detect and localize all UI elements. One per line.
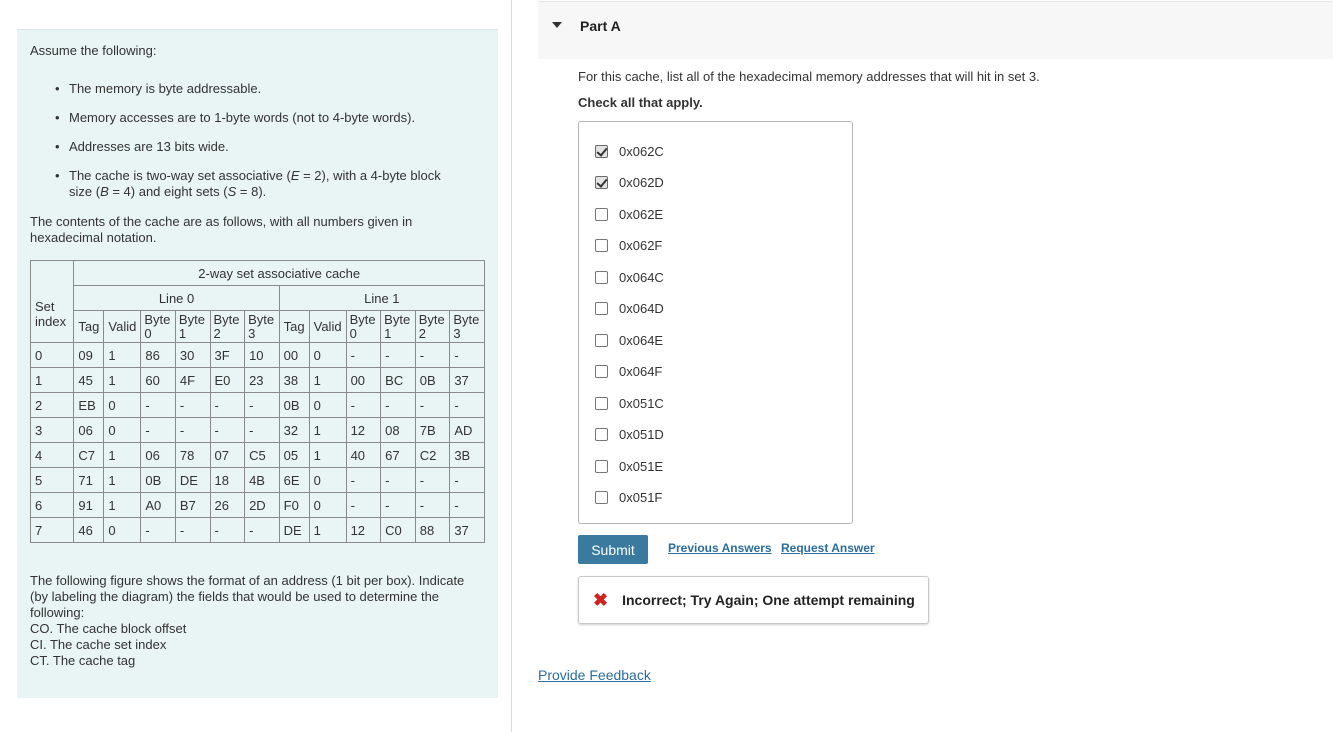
- previous-answers-link[interactable]: Previous Answers: [668, 541, 772, 555]
- table-cell: -: [245, 418, 280, 443]
- question-text: For this cache, list all of the hexadecimal memory addresses that will hit in set 3.: [578, 69, 1040, 84]
- option-0x062f[interactable]: [595, 236, 662, 254]
- table-cell: -: [381, 468, 416, 493]
- table-cell: 0: [309, 343, 346, 368]
- table-cell: C5: [245, 443, 280, 468]
- table-cell: 4B: [245, 468, 280, 493]
- table-cell: 0B: [279, 393, 309, 418]
- part-header[interactable]: [538, 1, 1333, 59]
- figure-text-line: CT. The cache tag: [30, 653, 136, 668]
- check-all-instruction: Check all that apply.: [578, 95, 703, 110]
- table-cell: AD: [450, 418, 485, 443]
- table-row: [31, 418, 485, 443]
- checkbox[interactable]: [595, 460, 608, 473]
- table-corner: [31, 261, 74, 286]
- table-cell: -: [415, 468, 450, 493]
- option-label: 0x062E: [619, 206, 664, 222]
- table-cell: -: [245, 393, 280, 418]
- table-cell: DE: [175, 468, 210, 493]
- table-cell: 37: [450, 518, 485, 543]
- table-cell: A0: [141, 493, 176, 518]
- table-cell: 60: [141, 368, 176, 393]
- column-header: Byte 1: [175, 311, 210, 343]
- table-cell: 30: [175, 343, 210, 368]
- table-cell: -: [210, 518, 245, 543]
- option-label: 0x062C: [619, 143, 664, 159]
- option-0x064c[interactable]: [595, 268, 664, 286]
- table-cell: F0: [279, 493, 309, 518]
- table-cell: 26: [210, 493, 245, 518]
- cache-table: [30, 260, 485, 543]
- table-cell: -: [450, 343, 485, 368]
- checkbox-checked[interactable]: [595, 145, 608, 158]
- table-cell: -: [141, 518, 176, 543]
- table-cell: 0: [309, 393, 346, 418]
- table-cell: 1: [104, 368, 141, 393]
- table-cell: 06: [141, 443, 176, 468]
- table-row: [31, 393, 485, 418]
- error-x-icon: ✖: [593, 590, 609, 610]
- table-cell: 1: [309, 418, 346, 443]
- table-cell: 10: [245, 343, 280, 368]
- checkbox[interactable]: [595, 397, 608, 410]
- collapse-caret-icon[interactable]: [552, 22, 562, 28]
- table-cell: 0: [104, 393, 141, 418]
- table-cell: 09: [74, 343, 104, 368]
- option-0x051e[interactable]: [595, 457, 663, 475]
- table-cell: 91: [74, 493, 104, 518]
- table-cell: 00: [279, 343, 309, 368]
- column-header: Tag: [74, 311, 104, 343]
- table-cell: 05: [279, 443, 309, 468]
- table-cell: -: [346, 468, 381, 493]
- option-label: 0x062D: [619, 174, 664, 190]
- table-cell: -: [141, 418, 176, 443]
- assumption-list: [30, 81, 485, 200]
- table-cell: 0: [104, 518, 141, 543]
- table-cell: 18: [210, 468, 245, 493]
- column-header: Byte 2: [210, 311, 245, 343]
- table-cell: 1: [104, 493, 141, 518]
- table-cell: 6: [31, 493, 74, 518]
- table-cell: 78: [175, 443, 210, 468]
- table-cell: 0: [104, 418, 141, 443]
- column-header: Byte 0: [141, 311, 176, 343]
- line0-header: Line 0: [74, 286, 279, 311]
- figure-description: [30, 573, 470, 669]
- table-cell: 0B: [415, 368, 450, 393]
- table-cell: 3B: [450, 443, 485, 468]
- checkbox[interactable]: [595, 239, 608, 252]
- table-cell: DE: [279, 518, 309, 543]
- option-label: 0x062F: [619, 237, 663, 253]
- column-header: Byte 2: [415, 311, 450, 343]
- table-cell: 37: [450, 368, 485, 393]
- assumption-item: • The cache is two-way set associative (E = 2), with a 4-byte block size (B = 4) and eight sets (S = 8).: [69, 168, 449, 200]
- table-cell: -: [210, 418, 245, 443]
- panel-divider: [511, 0, 512, 732]
- table-cell: 1: [31, 368, 74, 393]
- table-row: [31, 493, 485, 518]
- checkbox[interactable]: [595, 491, 608, 504]
- table-cell: 4: [31, 443, 74, 468]
- table-cell: C7: [74, 443, 104, 468]
- option-label: 0x051F: [619, 489, 663, 505]
- table-cell: -: [450, 468, 485, 493]
- table-row: [31, 518, 485, 543]
- checkbox[interactable]: [595, 271, 608, 284]
- table-cell: 67: [381, 443, 416, 468]
- table-cell: 32: [279, 418, 309, 443]
- table-cell: 2D: [245, 493, 280, 518]
- table-cell: 86: [141, 343, 176, 368]
- checkbox-checked[interactable]: [595, 176, 608, 189]
- table-cell: 12: [346, 518, 381, 543]
- table-row: [31, 368, 485, 393]
- figure-text-line: CO. The cache block offset: [30, 621, 187, 636]
- column-header: Byte 0: [346, 311, 381, 343]
- checkbox[interactable]: [595, 365, 608, 378]
- option-label: 0x051E: [619, 458, 664, 474]
- option-0x064d[interactable]: [595, 299, 664, 317]
- checkbox[interactable]: [595, 334, 608, 347]
- column-header-row: [31, 311, 485, 343]
- table-cell: 1: [309, 518, 346, 543]
- figure-text-line: CI. The cache set index: [30, 637, 167, 652]
- table-cell: -: [415, 493, 450, 518]
- option-0x062c[interactable]: [595, 142, 664, 160]
- option-label: 0x064C: [619, 269, 664, 285]
- table-cell: -: [175, 418, 210, 443]
- column-header: Tag: [279, 311, 309, 343]
- table-cell: 3: [31, 418, 74, 443]
- part-title: Part A: [580, 18, 621, 34]
- set-index-header: Set index: [31, 286, 74, 343]
- checkbox[interactable]: [595, 208, 608, 221]
- option-0x051d[interactable]: [595, 425, 664, 443]
- option-0x062e[interactable]: [595, 205, 663, 223]
- option-0x064f[interactable]: [595, 362, 662, 380]
- table-cell: E0: [210, 368, 245, 393]
- option-label: 0x051C: [619, 395, 664, 411]
- table-cell: -: [346, 393, 381, 418]
- column-header: Byte 3: [245, 311, 280, 343]
- assumption-item: • Addresses are 13 bits wide.: [69, 139, 485, 155]
- table-cell: 0B: [141, 468, 176, 493]
- table-cell: -: [175, 518, 210, 543]
- request-answer-link[interactable]: Request Answer: [781, 541, 875, 555]
- table-cell: 40: [346, 443, 381, 468]
- table-cell: -: [346, 343, 381, 368]
- table-cell: -: [415, 343, 450, 368]
- table-cell: -: [245, 518, 280, 543]
- table-cell: 00: [346, 368, 381, 393]
- table-row: [31, 468, 485, 493]
- submit-button[interactable]: Submit: [578, 535, 648, 564]
- table-cell: -: [346, 493, 381, 518]
- table-cell: 71: [74, 468, 104, 493]
- column-header: Valid: [104, 311, 141, 343]
- table-cell: 0: [309, 493, 346, 518]
- table-cell: B7: [175, 493, 210, 518]
- table-cell: -: [415, 393, 450, 418]
- table-cell: 0: [309, 468, 346, 493]
- assumption-item: • Memory accesses are to 1-byte words (not to 4-byte words).: [69, 110, 485, 126]
- table-cell: C2: [415, 443, 450, 468]
- column-header: Byte 1: [381, 311, 416, 343]
- table-cell: 1: [104, 443, 141, 468]
- table-cell: 88: [415, 518, 450, 543]
- table-cell: 0: [31, 343, 74, 368]
- option-label: 0x064D: [619, 300, 664, 316]
- table-cell: 5: [31, 468, 74, 493]
- cache-contents-text: The contents of the cache are as follows, with all numbers given in hexadecimal notation.: [30, 214, 413, 245]
- checkbox[interactable]: [595, 428, 608, 441]
- table-cell: 1: [104, 343, 141, 368]
- table-cell: -: [450, 493, 485, 518]
- table-cell: 6E: [279, 468, 309, 493]
- table-cell: 7B: [415, 418, 450, 443]
- table-row: [31, 343, 485, 368]
- column-header: Byte 3: [450, 311, 485, 343]
- line1-header: Line 1: [279, 286, 484, 311]
- table-cell: C0: [381, 518, 416, 543]
- table-cell: 46: [74, 518, 104, 543]
- table-cell: 3F: [210, 343, 245, 368]
- table-cell: 08: [381, 418, 416, 443]
- answer-options: [578, 121, 853, 524]
- feedback-text: Incorrect; Try Again; One attempt remaining: [622, 592, 915, 608]
- assumption-item: • The memory is byte addressable.: [69, 81, 485, 97]
- table-cell: 12: [346, 418, 381, 443]
- table-row: [31, 443, 485, 468]
- table-cell: -: [175, 393, 210, 418]
- cache-table-body: [31, 343, 485, 543]
- table-cell: 7: [31, 518, 74, 543]
- option-label: 0x064F: [619, 363, 663, 379]
- table-cell: -: [381, 343, 416, 368]
- table-cell: 06: [74, 418, 104, 443]
- option-0x051f[interactable]: [595, 488, 662, 506]
- option-0x064e[interactable]: [595, 331, 663, 349]
- table-cell: BC: [381, 368, 416, 393]
- table-cell: 2: [31, 393, 74, 418]
- table-cell: -: [381, 493, 416, 518]
- table-cell: 1: [309, 368, 346, 393]
- option-0x051c[interactable]: [595, 394, 664, 412]
- table-cell: 4F: [175, 368, 210, 393]
- feedback-box: [578, 576, 929, 624]
- table-cell: EB: [74, 393, 104, 418]
- option-label: 0x064E: [619, 332, 664, 348]
- table-cell: -: [450, 393, 485, 418]
- table-cell: 07: [210, 443, 245, 468]
- table-cell: -: [141, 393, 176, 418]
- table-cell: 38: [279, 368, 309, 393]
- option-label: 0x051D: [619, 426, 664, 442]
- table-cell: 45: [74, 368, 104, 393]
- table-cell: -: [210, 393, 245, 418]
- table-caption: 2-way set associative cache: [74, 261, 485, 286]
- option-0x062d[interactable]: [595, 173, 664, 191]
- checkbox[interactable]: [595, 302, 608, 315]
- table-cell: -: [381, 393, 416, 418]
- table-cell: 1: [309, 443, 346, 468]
- column-header: Valid: [309, 311, 346, 343]
- problem-intro: Assume the following:: [30, 43, 157, 58]
- figure-text-line: The following figure shows the format of an address (1 bit per box). Indicate (by labeling the diagram) the fields that would be used to determine the following:: [30, 573, 465, 620]
- problem-panel: [17, 29, 498, 698]
- provide-feedback-link[interactable]: Provide Feedback: [538, 667, 651, 683]
- table-cell: 23: [245, 368, 280, 393]
- table-cell: 1: [104, 468, 141, 493]
